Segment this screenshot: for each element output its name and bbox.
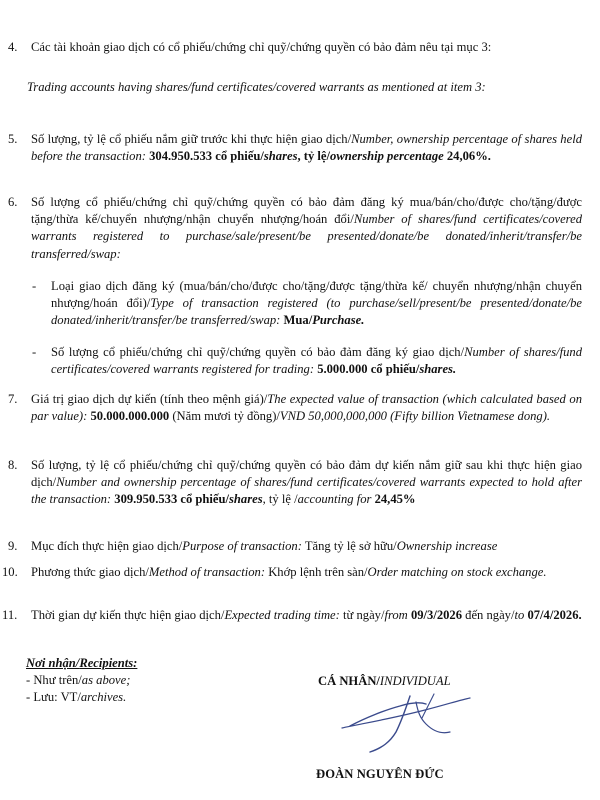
item-7 — [8, 391, 582, 425]
item-7-value-en: VND 50,000,000,000 (Fifty billion Vietnamese dong). — [279, 409, 551, 424]
item-11-from-date: 09/3/2026 — [410, 608, 463, 622]
item-11-en: Expected trading time: — [224, 608, 340, 622]
item-7-en: The expected value of transaction (which calculated based on par value): — [31, 392, 582, 424]
item-10-value-en: Order matching on stock exchange. — [367, 565, 547, 579]
item-9-value: Tăng tỷ lệ sở hữu/ — [304, 539, 397, 553]
item-6-vi: Số lượng cổ phiếu/chứng chỉ quỹ/chứng quyền có bảo đảm đăng ký mua/bán/cho/được cho/tặng/được tặng/thừa kế/chuyển nhượng/nhận chuyển nhượng/hoán đổi/ — [31, 195, 582, 227]
item-9-vi: Mục đích thực hiện giao dịch/ — [31, 539, 183, 553]
sub-2-vi: Số lượng cổ phiếu/chứng chỉ quỹ/chứng quyền có bảo đảm đăng ký giao dịch/ — [51, 345, 465, 359]
sub-1-en: Type of transaction registered (to purchase/sell/present/be presented/donate/be donated/inherit/transfer/be transferred/swap: — [51, 296, 582, 328]
sub-1-value: Mua/ — [283, 313, 313, 328]
item-7-value: 50.000.000.000 — [90, 409, 170, 424]
item-4-en: Trading accounts having shares/fund certificates/covered warrants as mentioned at item 3: — [27, 80, 486, 94]
item-9-en: Purpose of transaction: — [182, 539, 302, 553]
item-11-from-label: từ ngày/ — [343, 608, 385, 622]
item-number: 11. — [2, 608, 18, 622]
item-11-to-date: 07/4/2026. — [527, 608, 582, 622]
item-number: 9. — [8, 539, 18, 553]
bullet-dash: - — [32, 345, 37, 359]
item-6-en: Number of shares/fund certificates/covered warrants registered to purchase/sale/present/be presented/donate/be donated/inherit/transfer/be transferred/swap: — [31, 212, 582, 261]
item-8-en: Number and ownership percentage of shares/fund certificates/covered warrants expected to hold after the transaction: — [31, 475, 582, 507]
item-6 — [8, 194, 582, 263]
item-number: 8. — [8, 458, 18, 472]
recipient-line: - Như trên/as above; — [26, 673, 131, 688]
item-11 — [2, 607, 582, 624]
sub-item-transaction-type — [32, 278, 582, 330]
item-5-vi: Số lượng, tỷ lệ cổ phiếu nắm giữ trước khi thực hiện giao dịch/ — [31, 132, 352, 146]
item-10-vi: Phương thức giao dịch/ — [31, 565, 149, 579]
item-10-value: Khớp lệnh trên sàn/ — [268, 565, 368, 579]
item-5-shares-value: 304.950.533 cổ phiếu/ — [149, 149, 264, 164]
sub-2-en: Number of shares/fund certificates/covered warrants registered for trading: — [51, 345, 583, 377]
item-number: 6. — [8, 195, 18, 209]
item-8-shares-en: shares — [229, 492, 263, 507]
signer-role: CÁ NHÂN/INDIVIDUAL — [318, 674, 451, 688]
item-9 — [8, 538, 582, 555]
item-number: 7. — [8, 392, 18, 406]
item-number: 5. — [8, 132, 18, 146]
sub-item-registered-volume — [32, 344, 582, 378]
item-5-ratio-label: , tỷ lệ/ — [297, 149, 331, 164]
item-8-ratio-value: 24,45% — [374, 492, 416, 507]
item-11-to-en: to — [514, 608, 525, 622]
item-4-en-block — [27, 79, 582, 96]
item-number: 4. — [8, 40, 18, 54]
signer-name: ĐOÀN NGUYÊN ĐỨC — [316, 767, 444, 781]
item-11-vi: Thời gian dự kiến thực hiện giao dịch/ — [31, 608, 225, 622]
sub-1-value-en: Purchase. — [312, 313, 365, 328]
sub-1-vi: Loại giao dịch đăng ký (mua/bán/cho/được cho/tặng/được tặng/thừa kế/ chuyển nhượng/nhận chuyển nhượng/hoán đổi)/ — [51, 279, 582, 311]
item-4-vi: Các tài khoản giao dịch có cổ phiếu/chứng chỉ quỹ/chứng quyền có bảo đảm nêu tại mục 3: — [31, 40, 492, 54]
item-8-shares-value: 309.950.533 cổ phiếu/ — [114, 492, 230, 507]
item-5 — [8, 131, 582, 165]
item-7-vi: Giá trị giao dịch dự kiến (tính theo mệnh giá)/ — [31, 392, 268, 406]
sub-2-value-en: shares. — [419, 362, 457, 377]
item-9-value-en: Ownership increase — [396, 539, 498, 553]
recipients-title: Nơi nhận/Recipients: — [26, 656, 138, 670]
sub-2-value: 5.000.000 cổ phiếu/ — [317, 362, 420, 377]
item-7-value-words: (Năm mươi tỷ đồng)/ — [169, 409, 280, 424]
item-8-ratio-label: , tỷ lệ / — [262, 492, 298, 507]
item-number: 10. — [2, 565, 18, 579]
signature-image — [330, 688, 480, 758]
recipients-block — [26, 655, 226, 707]
item-8 — [8, 457, 582, 509]
item-5-shares-en: shares — [263, 149, 298, 164]
item-5-en: Number, ownership percentage of shares held before the transaction: — [31, 132, 582, 164]
bullet-dash: - — [32, 279, 37, 293]
item-10-en: Method of transaction: — [148, 565, 266, 579]
item-4 — [8, 39, 582, 56]
item-5-ratio-value: 24,06%. — [446, 149, 491, 164]
item-8-vi: Số lượng, tỷ lệ cổ phiếu/chứng chỉ quỹ/chứng quyền có bảo đảm dự kiến nắm giữ sau khi thực hiện giao dịch/ — [31, 458, 582, 490]
item-8-ratio-en: accounting for — [297, 492, 372, 507]
item-10 — [2, 564, 582, 581]
item-11-to-label: đến ngày/ — [465, 608, 515, 622]
item-11-from-en: from — [384, 608, 408, 622]
item-5-ratio-en: ownership percentage — [330, 149, 444, 164]
recipient-line: - Lưu: VT/archives. — [26, 690, 127, 705]
